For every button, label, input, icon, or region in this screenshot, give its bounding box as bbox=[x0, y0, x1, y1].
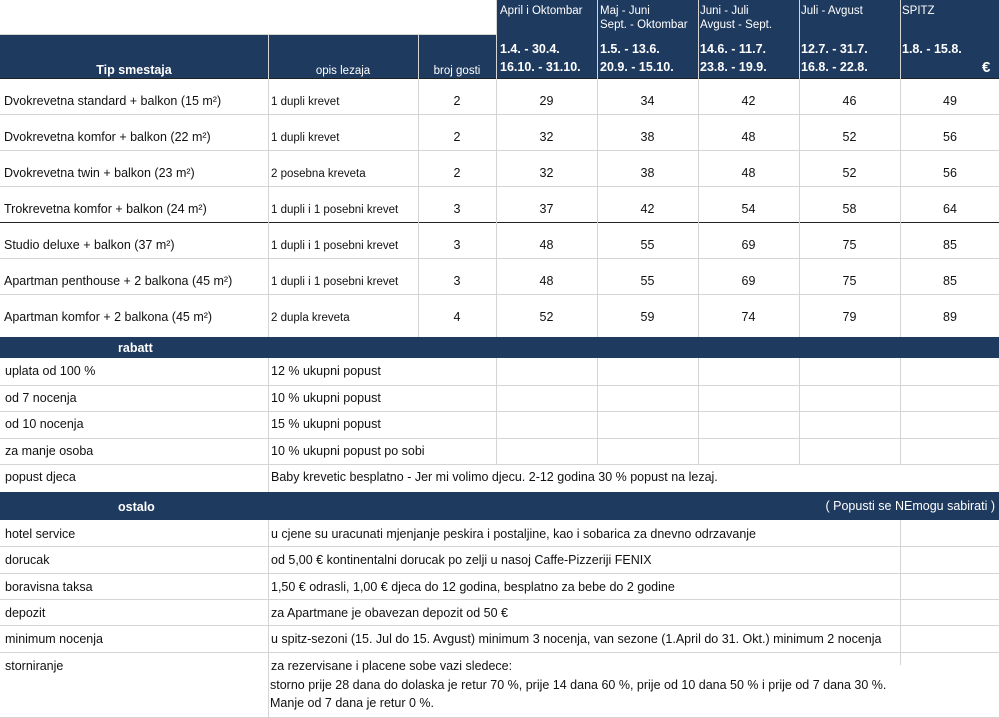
price-cell: 75 bbox=[842, 238, 857, 252]
v-gridline bbox=[496, 78, 497, 337]
price-cell: 55 bbox=[640, 274, 655, 288]
v-gridline bbox=[268, 35, 269, 78]
h-gridline bbox=[0, 294, 1000, 295]
room-guests: 2 bbox=[453, 130, 461, 144]
v-gridline bbox=[496, 0, 497, 78]
ostalo-value: u cjene su uracunati mjenjanje peskira i postaljine, kao i sobarica za dnevno odrzavanje bbox=[271, 527, 757, 541]
price-cell: 79 bbox=[842, 310, 857, 324]
ostalo-value: od 5,00 € kontinentalni dorucak po zelji u nasoj Caffe-Pizzeriji FENIX bbox=[271, 553, 652, 568]
h-gridline bbox=[0, 34, 496, 35]
v-gridline bbox=[900, 358, 901, 465]
col-header-guests: broj gosti bbox=[433, 65, 481, 77]
price-cell: 56 bbox=[943, 130, 957, 144]
h-gridline bbox=[0, 114, 1000, 115]
price-cell: 48 bbox=[741, 130, 756, 144]
rabatt-header bbox=[0, 337, 1000, 358]
price-cell: 54 bbox=[741, 202, 756, 216]
room-desc: 1 dupli krevet bbox=[271, 96, 340, 108]
price-cell: 48 bbox=[539, 274, 554, 288]
season-name: SPITZ bbox=[902, 5, 935, 17]
room-guests: 2 bbox=[453, 166, 461, 180]
price-cell: 42 bbox=[640, 202, 655, 216]
price-cell: 85 bbox=[943, 238, 957, 252]
room-guests: 4 bbox=[453, 310, 461, 324]
price-cell: 32 bbox=[539, 166, 554, 180]
season-dates: 1.4. - 30.4. bbox=[500, 42, 560, 56]
season-dates: 23.8. - 19.9. bbox=[700, 60, 767, 74]
price-cell: 34 bbox=[640, 94, 655, 108]
v-gridline bbox=[268, 520, 269, 718]
room-guests: 3 bbox=[453, 238, 461, 252]
season-dates: 14.6. - 11.7. bbox=[700, 42, 767, 56]
price-cell: 59 bbox=[640, 310, 655, 324]
v-gridline bbox=[698, 78, 699, 337]
price-cell: 46 bbox=[842, 94, 857, 108]
price-cell: 32 bbox=[539, 130, 554, 144]
season-dates: 16.8. - 22.8. bbox=[801, 60, 868, 74]
v-gridline bbox=[799, 358, 800, 465]
v-gridline bbox=[597, 0, 598, 78]
season-dates: 16.10. - 31.10. bbox=[500, 60, 581, 74]
price-cell: 52 bbox=[539, 310, 554, 324]
season-name: Maj - Juni Sept. - Oktombar bbox=[600, 5, 688, 31]
rabatt-value: 10 % ukupni popust bbox=[271, 390, 381, 405]
col-header-desc: opis lezaja bbox=[315, 65, 371, 77]
h-gridline bbox=[0, 573, 1000, 574]
v-gridline bbox=[496, 358, 497, 465]
room-type: Apartman komfor + 2 balkona (45 m²) bbox=[4, 310, 213, 324]
price-cell: 37 bbox=[539, 202, 554, 216]
h-gridline bbox=[0, 599, 1000, 600]
price-cell: 48 bbox=[539, 238, 554, 252]
room-type: Dvokrevetna standard + balkon (15 m²) bbox=[4, 94, 222, 108]
price-cell: 69 bbox=[741, 238, 756, 252]
price-cell: 52 bbox=[842, 166, 857, 180]
v-gridline bbox=[418, 78, 419, 337]
room-desc: 2 dupla kreveta bbox=[271, 312, 350, 324]
price-cell: 69 bbox=[741, 274, 756, 288]
rabatt-label: uplata od 100 % bbox=[5, 364, 96, 378]
season-dates: 1.8. - 15.8. bbox=[902, 42, 962, 56]
season-name: April i Oktombar bbox=[500, 5, 583, 17]
season-dates: 12.7. - 31.7. bbox=[801, 42, 868, 56]
room-guests: 2 bbox=[453, 94, 461, 108]
rabatt-value: Baby krevetic besplatno - Jer mi volimo djecu. 2-12 godina 30 % popust na lezaj. bbox=[271, 470, 718, 484]
col-header-type: Tip smestaja bbox=[96, 63, 172, 77]
ostalo-label: hotel service bbox=[5, 527, 76, 541]
v-gridline bbox=[900, 0, 901, 78]
ostalo-value: za rezervisane i placene sobe vazi sledece: bbox=[271, 658, 513, 673]
h-gridline bbox=[0, 625, 1000, 626]
room-type: Trokrevetna komfor + balkon (24 m²) bbox=[4, 202, 207, 216]
ostalo-value: 1,50 € odrasli, 1,00 € djeca do 12 godina, besplatno za bebe do 2 godine bbox=[271, 579, 675, 594]
room-type: Dvokrevetna komfor + balkon (22 m²) bbox=[4, 130, 211, 144]
room-type: Apartman penthouse + 2 balkona (45 m²) bbox=[4, 274, 233, 288]
price-cell: 56 bbox=[943, 166, 957, 180]
room-desc: 1 dupli i 1 posebni krevet bbox=[271, 240, 399, 252]
price-cell: 75 bbox=[842, 274, 857, 288]
price-cell: 29 bbox=[539, 94, 554, 108]
v-gridline bbox=[418, 35, 419, 78]
season-dates: 1.5. - 13.6. bbox=[600, 42, 660, 56]
season-name: Juli - Avgust bbox=[801, 5, 863, 17]
ostalo-label: minimum nocenja bbox=[5, 632, 103, 647]
v-gridline bbox=[900, 78, 901, 337]
v-gridline bbox=[698, 358, 699, 465]
rabatt-value: 10 % ukupni popust po sobi bbox=[271, 443, 425, 458]
price-cell: 89 bbox=[943, 310, 957, 324]
rabatt-label: od 7 nocenja bbox=[5, 390, 77, 405]
price-cell: 52 bbox=[842, 130, 857, 144]
price-cell: 55 bbox=[640, 238, 655, 252]
ostalo-label: storniranje bbox=[5, 658, 64, 673]
price-cell: 48 bbox=[741, 166, 756, 180]
h-gridline bbox=[0, 411, 1000, 412]
room-guests: 3 bbox=[453, 274, 461, 288]
room-desc: 1 dupli krevet bbox=[271, 132, 340, 144]
price-cell: 58 bbox=[842, 202, 857, 216]
rabatt-value: 12 % ukupni popust bbox=[271, 364, 381, 378]
currency-label: € bbox=[982, 60, 991, 76]
price-cell: 74 bbox=[741, 310, 756, 324]
room-desc: 1 dupli i 1 posebni krevet bbox=[271, 276, 399, 288]
ostalo-note: ( Popusti se NEmogu sabirati ) bbox=[825, 499, 995, 513]
ostalo-label: boravisna taksa bbox=[5, 579, 93, 594]
price-cell: 38 bbox=[640, 166, 655, 180]
v-gridline bbox=[597, 78, 598, 337]
h-gridline bbox=[0, 186, 1000, 187]
h-gridline bbox=[0, 222, 1000, 223]
room-desc: 2 posebna kreveta bbox=[271, 168, 366, 180]
h-gridline bbox=[0, 438, 1000, 439]
rabatt-value: 15 % ukupni popust bbox=[271, 417, 381, 431]
rabatt-label: popust djeca bbox=[5, 470, 76, 484]
ostalo-value: u spitz-sezoni (15. Jul do 15. Avgust) minimum 3 nocenja, van sezone (1.April do 31. Okt.) minimum 2 nocenja bbox=[271, 632, 882, 647]
rabatt-label: za manje osoba bbox=[5, 443, 94, 458]
room-desc: 1 dupli i 1 posebni krevet bbox=[271, 204, 399, 216]
h-gridline bbox=[0, 464, 1000, 465]
room-type: Dvokrevetna twin + balkon (23 m²) bbox=[4, 166, 195, 180]
price-cell: 42 bbox=[741, 94, 756, 108]
rabatt-title: rabatt bbox=[118, 341, 153, 355]
v-gridline bbox=[799, 78, 800, 337]
v-gridline bbox=[698, 0, 699, 78]
ostalo-value: za Apartmane je obavezan depozit od 50 € bbox=[271, 605, 508, 620]
ostalo-title: ostalo bbox=[118, 500, 155, 514]
season-dates: 20.9. - 15.10. bbox=[600, 60, 674, 74]
price-cell: 85 bbox=[943, 274, 957, 288]
h-gridline bbox=[0, 385, 1000, 386]
v-gridline bbox=[268, 358, 269, 492]
v-gridline bbox=[597, 358, 598, 465]
v-gridline bbox=[268, 78, 269, 337]
ostalo-label: dorucak bbox=[5, 553, 50, 568]
v-gridline bbox=[799, 0, 800, 78]
ostalo-label: depozit bbox=[5, 605, 46, 620]
h-gridline bbox=[0, 150, 1000, 151]
storno-line: storno prije 28 dana do dolaska je retur 70 %, prije 14 dana 60 %, prije od 10 dana 50 % i prije od 7 dana 30 %. bbox=[270, 678, 887, 692]
room-guests: 3 bbox=[453, 202, 461, 216]
h-gridline bbox=[0, 546, 1000, 547]
rabatt-label: od 10 nocenja bbox=[5, 417, 84, 431]
storno-line: Manje od 7 dana je retur 0 %. bbox=[270, 696, 434, 710]
price-cell: 64 bbox=[943, 202, 957, 216]
v-gridline bbox=[900, 520, 901, 665]
room-type: Studio deluxe + balkon (37 m²) bbox=[4, 238, 175, 252]
h-gridline bbox=[0, 258, 1000, 259]
price-cell: 38 bbox=[640, 130, 655, 144]
price-cell: 49 bbox=[943, 94, 957, 108]
h-gridline bbox=[0, 652, 1000, 653]
h-gridline bbox=[0, 78, 1000, 79]
season-name: Juni - Juli Avgust - Sept. bbox=[700, 5, 773, 31]
